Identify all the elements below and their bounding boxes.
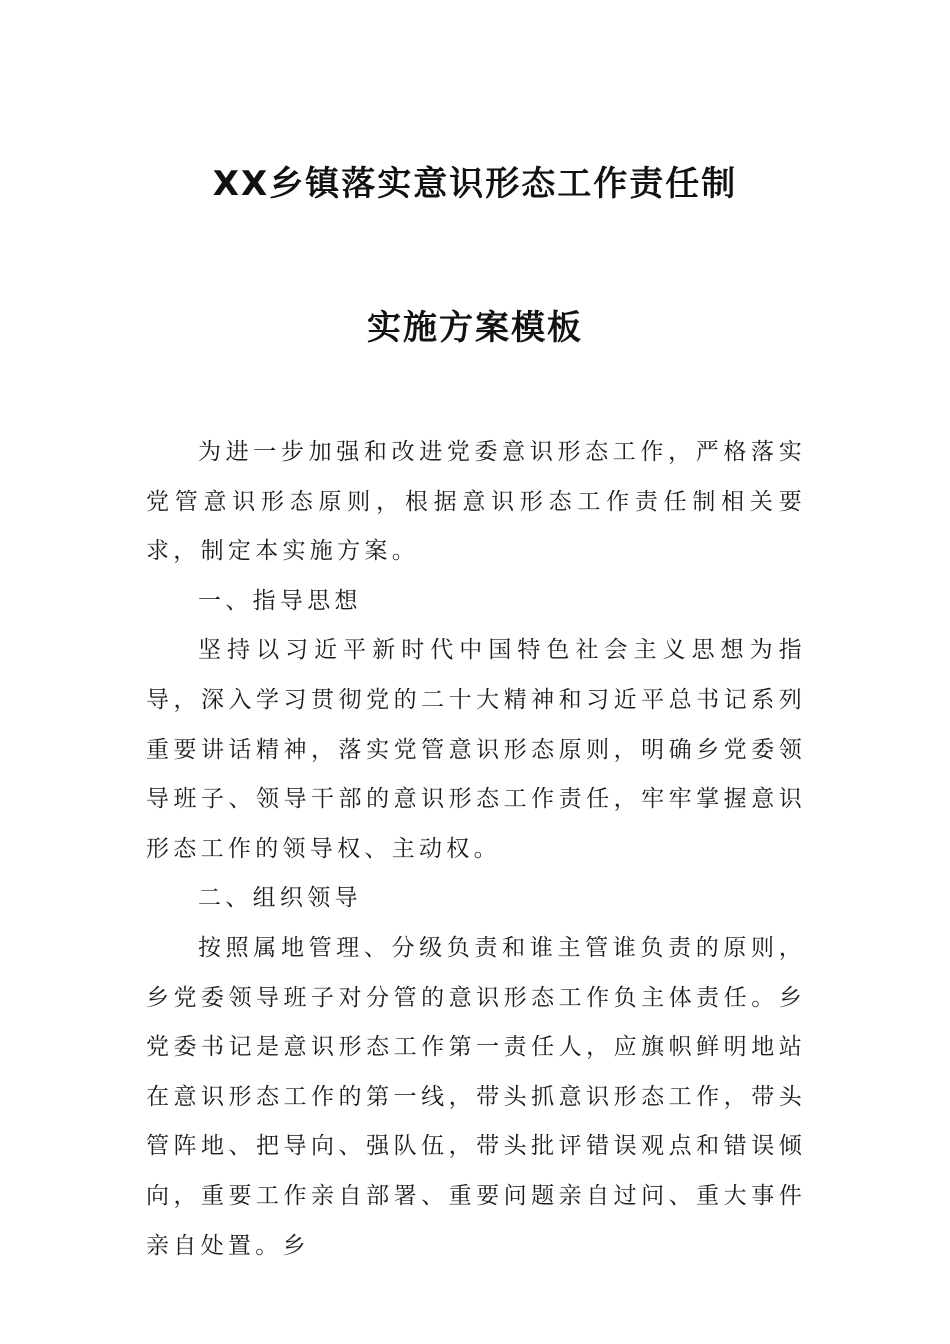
document-body [146, 428, 806, 1271]
paragraph-intro: 为进一步加强和改进党委意识形态工作，严格落实党管意识形态原则，根据意识形态工作责任制相关要求，制定本实施方案。 [146, 439, 806, 565]
section-heading-organizational-leadership: 二、组织领导 [198, 885, 362, 912]
section-heading-guiding-ideology: 一、指导思想 [198, 587, 362, 614]
document-title-line2: 实施方案模板 [367, 308, 583, 348]
document-title-line1: XX乡镇落实意识形态工作责任制 [212, 164, 738, 204]
paragraph-organizational-leadership: 按照属地管理、分级负责和谁主管谁负责的原则，乡党委领导班子对分管的意识形态工作负主体责任。乡党委书记是意识形态工作第一责任人，应旗帜鲜明地站在意识形态工作的第一线，带头抓意识形态工作，带头管阵地、把导向、强队伍，带头批评错误观点和错误倾向，重要工作亲自部署、重要问题亲自过问、重大事件亲自处置。乡 [146, 934, 806, 1259]
paragraph-guiding-ideology: 坚持以习近平新时代中国特色社会主义思想为指导，深入学习贯彻党的二十大精神和习近平总书记系列重要讲话精神，落实党管意识形态原则，明确乡党委领导班子、领导干部的意识形态工作责任，牢牢掌握意识形态工作的领导权、主动权。 [146, 637, 806, 862]
